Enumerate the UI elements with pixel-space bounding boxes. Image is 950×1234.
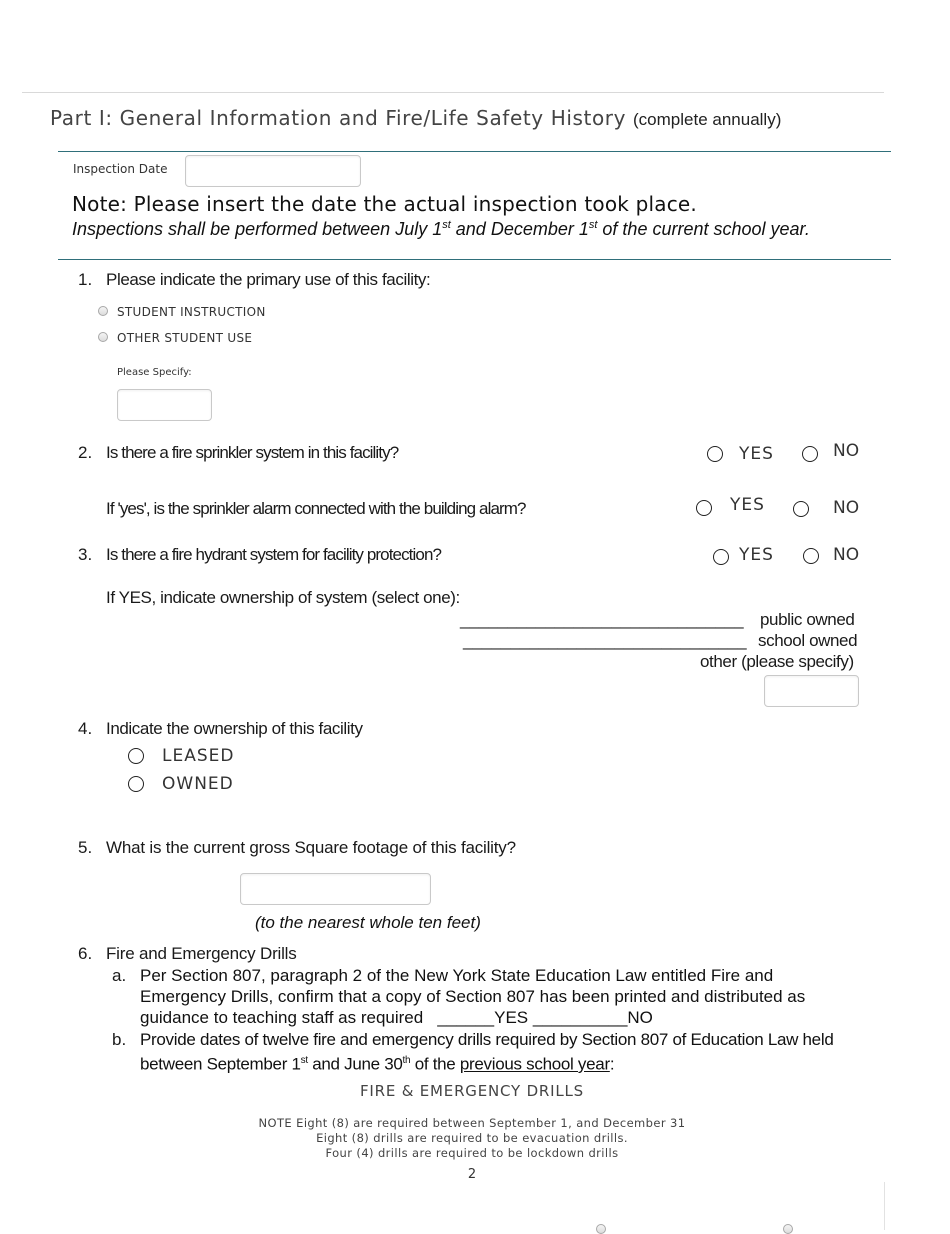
section-divider-bottom <box>58 259 891 260</box>
q2-radio-no[interactable] <box>802 446 818 462</box>
inspection-rule: Inspections shall be performed between July 1st and December 1st of the current school year. <box>72 219 810 239</box>
q3-no-label: NO <box>833 545 860 565</box>
q3-radio-no[interactable] <box>803 548 819 564</box>
q6b-label: b. <box>112 1030 127 1049</box>
q1-question: Please indicate the primary use of this facility: <box>106 270 431 289</box>
q2-yes-label: YES <box>739 444 774 464</box>
q6b-text: Provide dates of twelve fire and emergency drills required by Section 807 of Education Law held between September 1st and June 30th of the previous school year: <box>140 1030 834 1074</box>
q1-specify-label: Please Specify: <box>117 367 192 378</box>
q3-school-label: school owned <box>758 631 858 650</box>
top-divider <box>22 92 884 93</box>
q6-number: 6. <box>78 944 93 963</box>
q2-radio-yes[interactable] <box>707 446 723 462</box>
q2-sub-radio-no[interactable] <box>793 501 809 517</box>
q3-yes-label: YES <box>739 545 774 565</box>
q1-number: 1. <box>78 270 93 289</box>
q5-hint: (to the nearest whole ten feet) <box>255 913 481 932</box>
q5-square-footage-input[interactable] <box>240 873 431 905</box>
q3-radio-yes[interactable] <box>713 549 729 565</box>
q3-public-label: public owned <box>760 610 855 629</box>
q2-sub-radio-yes[interactable] <box>696 500 712 516</box>
drills-note-3: Four (4) drills are required to be lockdown drills <box>325 1146 619 1160</box>
drills-title: FIRE & EMERGENCY DRILLS <box>360 1082 584 1100</box>
section-title: Part I: General Information and Fire/Life Safety History (complete annually) <box>50 106 782 130</box>
q6a-label: a. <box>112 966 127 985</box>
q2-number: 2. <box>78 443 93 462</box>
page-edge-line <box>884 1182 885 1230</box>
q3-other-input[interactable] <box>764 675 859 707</box>
q1-radio-student-instruction[interactable] <box>98 306 108 316</box>
q4-radio-owned[interactable] <box>128 776 144 792</box>
drills-note-2: Eight (8) drills are required to be evacuation drills. <box>316 1131 628 1145</box>
q3-ownership-question: If YES, indicate ownership of system (select one): <box>106 588 460 607</box>
q4-question: Indicate the ownership of this facility <box>106 719 363 738</box>
q6a-text: Per Section 807, paragraph 2 of the New York State Education Law entitled Fire and Emergency Drills, confirm that a copy of Section 807 has been printed and distributed as guidance to teaching staff as required ______YES __________NO <box>140 966 806 1027</box>
q5-question: What is the current gross Square footage of this facility? <box>106 838 516 857</box>
q3-other-label: other (please specify) <box>700 652 854 671</box>
q4-option-label: OWNED <box>162 774 234 794</box>
inspection-date-input[interactable] <box>185 155 361 187</box>
q2-sub-yes-label: YES <box>730 495 765 515</box>
q1-option-label: STUDENT INSTRUCTION <box>117 305 266 319</box>
q1-specify-input[interactable] <box>117 389 212 421</box>
q2-sub-question: If 'yes', is the sprinkler alarm connected with the building alarm? <box>106 499 526 518</box>
q6-heading: Fire and Emergency Drills <box>106 944 297 963</box>
cutoff-radio[interactable] <box>596 1224 606 1234</box>
q3-public-blank[interactable]: ______________________________ <box>460 610 744 629</box>
inspection-date-label: Inspection Date <box>73 162 168 176</box>
q1-option-label: OTHER STUDENT USE <box>117 331 253 345</box>
q3-question: Is there a fire hydrant system for facility protection? <box>106 545 442 564</box>
page-number: 2 <box>467 1167 477 1182</box>
q2-question: Is there a fire sprinkler system in this facility? <box>106 443 399 462</box>
q4-radio-leased[interactable] <box>128 748 144 764</box>
inspection-note: Note: Please insert the date the actual inspection took place. <box>72 192 697 216</box>
q1-radio-other-student-use[interactable] <box>98 332 108 342</box>
q5-number: 5. <box>78 838 93 857</box>
section-divider-top <box>58 151 891 152</box>
q3-school-blank[interactable]: ______________________________ <box>463 631 747 650</box>
q2-sub-no-label: NO <box>833 498 860 518</box>
q4-option-label: LEASED <box>162 746 235 766</box>
q3-number: 3. <box>78 545 93 564</box>
q2-no-label: NO <box>833 441 860 461</box>
cutoff-radio[interactable] <box>783 1224 793 1234</box>
q4-number: 4. <box>78 719 93 738</box>
drills-note-1: NOTE Eight (8) are required between September 1, and December 31 <box>258 1116 686 1130</box>
